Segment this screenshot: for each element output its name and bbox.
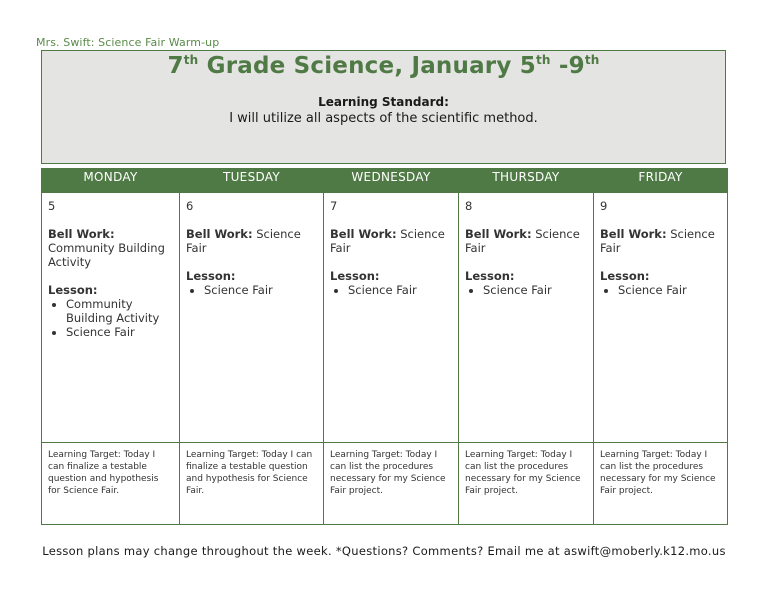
learning-standard-label: Learning Standard: <box>318 95 449 109</box>
lesson-list <box>330 283 452 297</box>
bell-work <box>600 227 721 255</box>
lesson-item: • Science Fair <box>618 283 721 297</box>
title-part-3: -9 <box>550 53 585 79</box>
learning-target-wednesday: Learning Target: Today I can list the procedures necessary for my Science Fair project. <box>324 443 459 525</box>
bell-work-label: Bell Work: <box>600 227 667 241</box>
day-cell-wednesday <box>324 193 459 443</box>
bell-work-label: Bell Work: <box>330 227 397 241</box>
header-box <box>41 50 726 164</box>
lesson-item: • Science Fair <box>348 283 452 297</box>
document-top-label: Mrs. Swift: Science Fair Warm-up <box>36 36 220 49</box>
day-date: 5 <box>48 199 56 213</box>
day-date: 9 <box>600 199 608 213</box>
bell-work-label: Bell Work: <box>48 227 115 241</box>
day-date: 7 <box>330 199 338 213</box>
day-cell-monday <box>42 193 180 443</box>
footer-note: Lesson plans may change throughout the week. *Questions? Comments? Email me at aswift@moberly.k12.mo.us <box>42 544 726 558</box>
day-header-monday: MONDAY <box>42 169 180 193</box>
lesson-item: • Science Fair <box>483 283 587 297</box>
lesson-list <box>600 283 721 297</box>
lesson-item: • Science Fair <box>66 325 173 339</box>
day-cell-friday <box>594 193 728 443</box>
learning-target-friday: Learning Target: Today I can list the procedures necessary for my Science Fair project. <box>594 443 728 525</box>
title-superscript-2: th <box>535 53 551 67</box>
bell-work-text: Science Fair <box>600 227 715 255</box>
day-header-tuesday: TUESDAY <box>180 169 324 193</box>
bell-work-label: Bell Work: <box>465 227 532 241</box>
lesson-label: Lesson: <box>48 283 98 297</box>
bell-work <box>465 227 587 255</box>
learning-standard-text: I will utilize all aspects of the scientific method. <box>229 111 538 126</box>
learning-target-monday: Learning Target: Today I can finalize a testable question and hypothesis for Science Fair. <box>42 443 180 525</box>
weekly-schedule-table <box>41 168 728 525</box>
lesson-label: Lesson: <box>465 269 515 283</box>
lesson-item: • Science Fair <box>204 283 317 297</box>
bell-work <box>186 227 317 255</box>
lesson-label: Lesson: <box>600 269 650 283</box>
learning-target-row <box>42 443 728 525</box>
learning-target-tuesday: Learning Target: Today I can finalize a testable question and hypothesis for Science Fair. <box>180 443 324 525</box>
lesson-label: Lesson: <box>330 269 380 283</box>
bell-work <box>330 227 452 255</box>
lesson-list <box>48 297 173 339</box>
day-date: 6 <box>186 199 194 213</box>
lesson-list <box>465 283 587 297</box>
day-date: 8 <box>465 199 473 213</box>
page-title <box>42 53 725 79</box>
day-header-friday: FRIDAY <box>594 169 728 193</box>
day-header-thursday: THURSDAY <box>459 169 594 193</box>
bell-work-text: Science Fair <box>186 227 301 255</box>
bell-work-text: Science Fair <box>330 227 445 255</box>
title-part-2: Grade Science, January 5 <box>198 53 536 79</box>
bell-work-text: Community Building Activity <box>48 241 165 269</box>
lesson-label: Lesson: <box>186 269 236 283</box>
title-superscript-3: th <box>584 53 600 67</box>
learning-target-thursday: Learning Target: Today I can list the procedures necessary for my Science Fair project. <box>459 443 594 525</box>
day-header-wednesday: WEDNESDAY <box>324 169 459 193</box>
day-cell-thursday <box>459 193 594 443</box>
lesson-list <box>186 283 317 297</box>
bell-work-text: Science Fair <box>465 227 580 255</box>
bell-work-label: Bell Work: <box>186 227 253 241</box>
bell-work <box>48 227 173 269</box>
day-cell-tuesday <box>180 193 324 443</box>
day-header-row <box>42 169 728 193</box>
content-row <box>42 193 728 443</box>
title-part-1: 7 <box>167 53 184 79</box>
title-superscript-1: th <box>183 53 199 67</box>
lesson-item: • Community Building Activity <box>66 297 173 325</box>
